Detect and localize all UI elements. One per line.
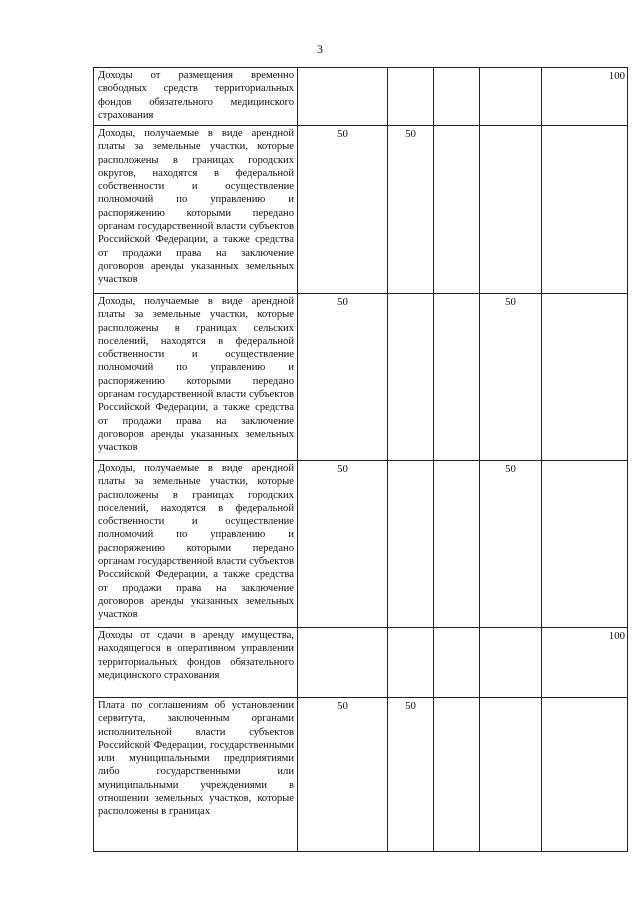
table-row [94, 628, 628, 698]
value-cell [542, 126, 628, 294]
table-row [94, 294, 628, 461]
revenue-distribution-table [93, 67, 628, 852]
value-cell [542, 698, 628, 852]
table-row [94, 68, 628, 126]
value-cell [388, 294, 434, 461]
value-cell [480, 698, 542, 852]
value-cell [434, 698, 480, 852]
revenue-description: Доходы от сдачи в аренду имущества, находящегося в оперативном управлении территориальных фондов обязательного медицинского страхования [94, 628, 298, 698]
page-number: 3 [317, 42, 323, 56]
value-cell [298, 628, 388, 698]
value-cell: 50 [388, 698, 434, 852]
table-row [94, 698, 628, 852]
value-cell [434, 461, 480, 628]
revenue-description: Доходы от размещения временно свободных средств территориальных фондов обязательного медицинского страхования [94, 68, 298, 126]
table-row [94, 461, 628, 628]
value-cell [298, 68, 388, 126]
value-cell: 50 [480, 461, 542, 628]
revenue-description: Плата по соглашениям об установлении сервитута, заключенным органами исполнительной власти субъектов Российской Федерации, государственными или муниципальными предприятиями либо государственными или муниципальными учреждениями в отношении земельных участков, которые расположены в границах [94, 698, 298, 852]
value-cell [434, 68, 480, 126]
value-cell [480, 628, 542, 698]
value-cell: 50 [298, 698, 388, 852]
revenue-description: Доходы, получаемые в виде арендной платы за земельные участки, которые расположены в границах городских округов, находятся в федеральной собственности и осуществление полномочий по управлению и распоряжению которыми передано органам государственной власти субъектов Российской Федерации, а также средства от продажи права на заключение договоров аренды указанных земельных участков [94, 126, 298, 294]
value-cell [434, 126, 480, 294]
value-cell [434, 294, 480, 461]
table-row [94, 126, 628, 294]
value-cell: 50 [298, 126, 388, 294]
revenue-description: Доходы, получаемые в виде арендной платы за земельные участки, которые расположены в границах сельских поселений, находятся в федеральной собственности и осуществление полномочий по управлению и распоряжению которыми передано органам государственной власти субъектов Российской Федерации, а также средства от продажи права на заключение договоров аренды указанных земельных участков [94, 294, 298, 461]
value-cell [480, 126, 542, 294]
value-cell: 100 [542, 628, 628, 698]
value-cell [542, 294, 628, 461]
value-cell [542, 461, 628, 628]
value-cell: 50 [388, 126, 434, 294]
value-cell [388, 628, 434, 698]
value-cell: 50 [480, 294, 542, 461]
revenue-description: Доходы, получаемые в виде арендной платы за земельные участки, которые расположены в границах городских поселений, находятся в федеральной собственности и осуществление полномочий по управлению и распоряжению которыми передано органам государственной власти субъектов Российской Федерации, а также средства от продажи права на заключение договоров аренды указанных земельных участков [94, 461, 298, 628]
value-cell [434, 628, 480, 698]
value-cell [388, 461, 434, 628]
value-cell [388, 68, 434, 126]
value-cell [480, 68, 542, 126]
value-cell: 50 [298, 461, 388, 628]
value-cell: 50 [298, 294, 388, 461]
value-cell: 100 [542, 68, 628, 126]
